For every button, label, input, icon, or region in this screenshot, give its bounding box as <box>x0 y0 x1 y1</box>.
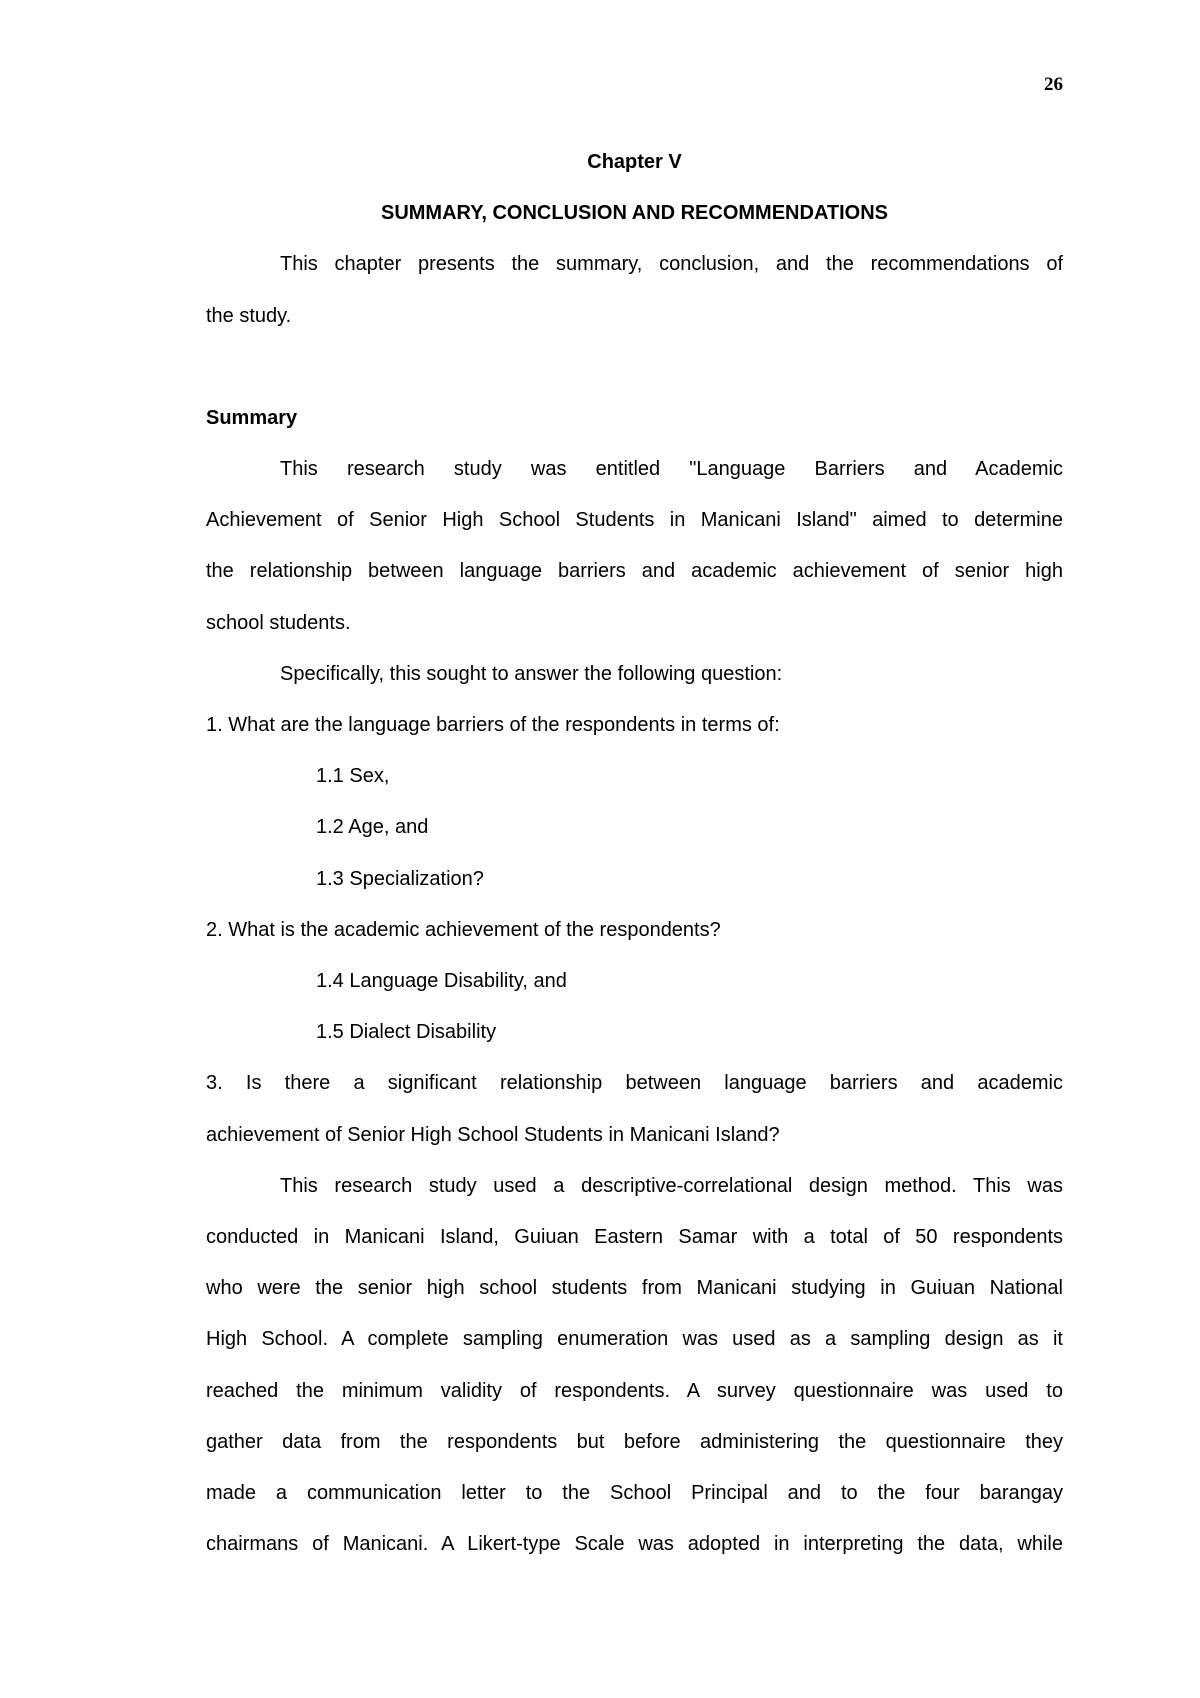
specifically-line: Specifically, this sought to answer the following question: <box>280 662 783 685</box>
summary-paragraph-line: school students. <box>206 611 351 634</box>
section-gap <box>206 342 1063 393</box>
page-content <box>206 137 1063 1570</box>
chapter-label: Chapter V <box>587 151 682 173</box>
method-paragraph-line: conducted in Manicani Island, Guiuan Eastern Samar with a total of 50 respondents <box>206 1226 1063 1249</box>
question-3: achievement of Senior High School Students in Manicani Island? <box>206 1123 780 1146</box>
question-1-item: 1.1 Sex, <box>316 765 390 788</box>
method-paragraph-line: This research study used a descriptive-correlational design method. This was <box>280 1174 1063 1197</box>
question-2-item: 1.4 Language Disability, and <box>316 970 567 993</box>
question-3: 3. Is there a significant relationship between language barriers and academic <box>206 1072 1063 1095</box>
summary-paragraph-line: This research study was entitled "Language Barriers and Academic <box>280 458 1063 481</box>
intro-line: the study. <box>206 304 292 327</box>
page-number: 26 <box>1044 74 1063 95</box>
summary-paragraph-line: Achievement of Senior High School Students in Manicani Island" aimed to determine <box>206 509 1063 532</box>
question-2-item: 1.5 Dialect Disability <box>316 1021 497 1044</box>
summary-paragraph-line: the relationship between language barriers and academic achievement of senior high <box>206 560 1063 583</box>
method-paragraph-line: gather data from the respondents but before administering the questionnaire they <box>206 1430 1063 1453</box>
method-paragraph-line: chairmans of Manicani. A Likert-type Scale was adopted in interpreting the data, while <box>206 1533 1063 1556</box>
chapter-title: SUMMARY, CONCLUSION AND RECOMMENDATIONS <box>380 202 889 225</box>
method-paragraph-line: reached the minimum validity of respondents. A survey questionnaire was used to <box>206 1379 1063 1402</box>
method-paragraph-line: made a communication letter to the School Principal and to the four barangay <box>206 1482 1063 1505</box>
question-1-item: 1.3 Specialization? <box>316 867 484 890</box>
summary-heading: Summary <box>206 406 298 429</box>
method-paragraph-line: High School. A complete sampling enumeration was used as a sampling design as it <box>206 1328 1063 1351</box>
question-1-item: 1.2 Age, and <box>316 816 429 839</box>
question-2: 2. What is the academic achievement of the respondents? <box>206 918 721 941</box>
method-paragraph-line: who were the senior high school students from Manicani studying in Guiuan National <box>206 1277 1063 1300</box>
intro-line: This chapter presents the summary, conclusion, and the recommendations of <box>280 253 1063 276</box>
question-1: 1. What are the language barriers of the respondents in terms of: <box>206 714 780 737</box>
